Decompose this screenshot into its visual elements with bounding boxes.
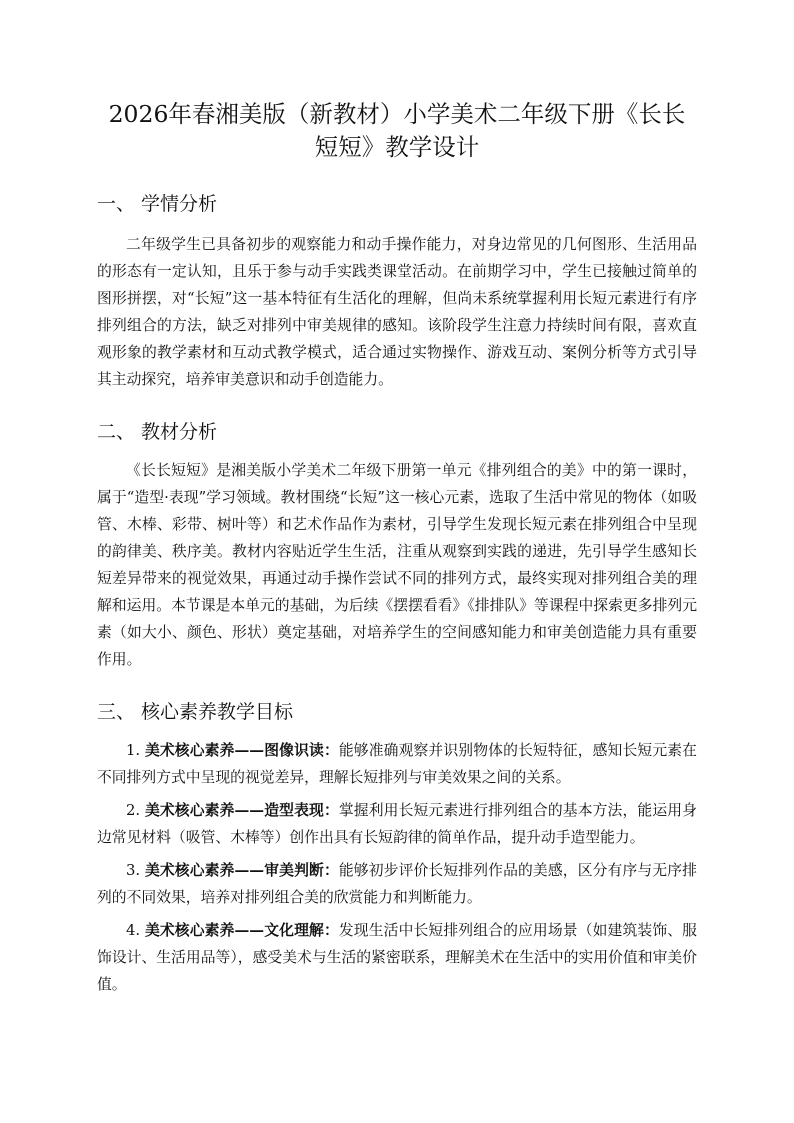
section-heading-teaching-goals: 三、 核心素养教学目标	[97, 701, 294, 723]
goal-item	[97, 797, 697, 851]
section-heading-learner-analysis: 一、 学情分析	[97, 193, 218, 215]
goal-text: 能够初步评价长短排列作品的美感，区分有序与无序排列的不同效果，培养对排列组合美的欣赏能力和判断能力。	[97, 862, 697, 906]
goal-text: 能够准确观察并识别物体的长短特征，感知长短元素在不同排列方式中呈现的视觉差异，理解长短排列与审美效果之间的关系。	[97, 742, 697, 786]
goal-label: 美术核心素养——文化理解：	[144, 922, 339, 939]
goal-label: 美术核心素养——造型表现：	[144, 802, 339, 819]
goals-list	[97, 737, 697, 998]
goal-text: 掌握利用长短元素进行排列组合的基本方法，能运用身边常见材料（吸管、木棒等）创作出具有长短韵律的简单作品，提升动手造型能力。	[97, 802, 697, 846]
goal-item	[97, 917, 697, 998]
goal-label: 美术核心素养——图像识读：	[144, 742, 339, 759]
section-paragraph-textbook-analysis: 《长长短短》是湘美版小学美术二年级下册第一单元《排列组合的美》中的第一课时，属于“造型·表现”学习领域。教材围绕“长短”这一核心元素，选取了生活中常见的物体（如吸管、木棒、彩带、树叶等）和艺术作品作为素材，引导学生发现长短元素在排列组合中呈现的韵律美、秩序美。教材内容贴近学生生活，注重从观察到实践的递进，先引导学生感知长短差异带来的视觉效果，再通过动手操作尝试不同的排列方式，最终实现对排列组合美的理解和运用。本节课是本单元的基础，为后续《摆摆看看》《排排队》等课程中探索更多排列元素（如大小、颜色、形状）奠定基础，对培养学生的空间感知能力和审美创造能力具有重要作用。	[97, 462, 697, 668]
goal-number: 2.	[126, 802, 145, 819]
goal-label: 美术核心素养——审美判断：	[144, 862, 339, 879]
goal-item	[97, 737, 697, 791]
goal-number: 3.	[126, 862, 145, 879]
goal-text: 发现生活中长短排列组合的应用场景（如建筑装饰、服饰设计、生活用品等），感受美术与生活的紧密联系，理解美术在生活中的实用价值和审美价值。	[97, 922, 697, 993]
document-title: 2026年春湘美版（新教材）小学美术二年级下册《长长短短》教学设计	[108, 100, 686, 161]
goal-item	[97, 857, 697, 911]
goal-number: 1.	[126, 742, 145, 759]
section-paragraph-learner-analysis: 二年级学生已具备初步的观察能力和动手操作能力，对身边常见的几何图形、生活用品的形态有一定认知，且乐于参与动手实践类课堂活动。在前期学习中，学生已接触过简单的图形拼摆，对“长短”这一基本特征有生活化的理解，但尚未系统掌握利用长短元素进行有序排列组合的方法，缺乏对排列中审美规律的感知。该阶段学生注意力持续时间有限，喜欢直观形象的教学素材和互动式教学模式，适合通过实物操作、游戏互动、案例分析等方式引导其主动探究，培养审美意识和动手创造能力。	[97, 236, 697, 388]
section-heading-textbook-analysis: 二、 教材分析	[97, 421, 218, 443]
goal-number: 4.	[126, 922, 145, 939]
